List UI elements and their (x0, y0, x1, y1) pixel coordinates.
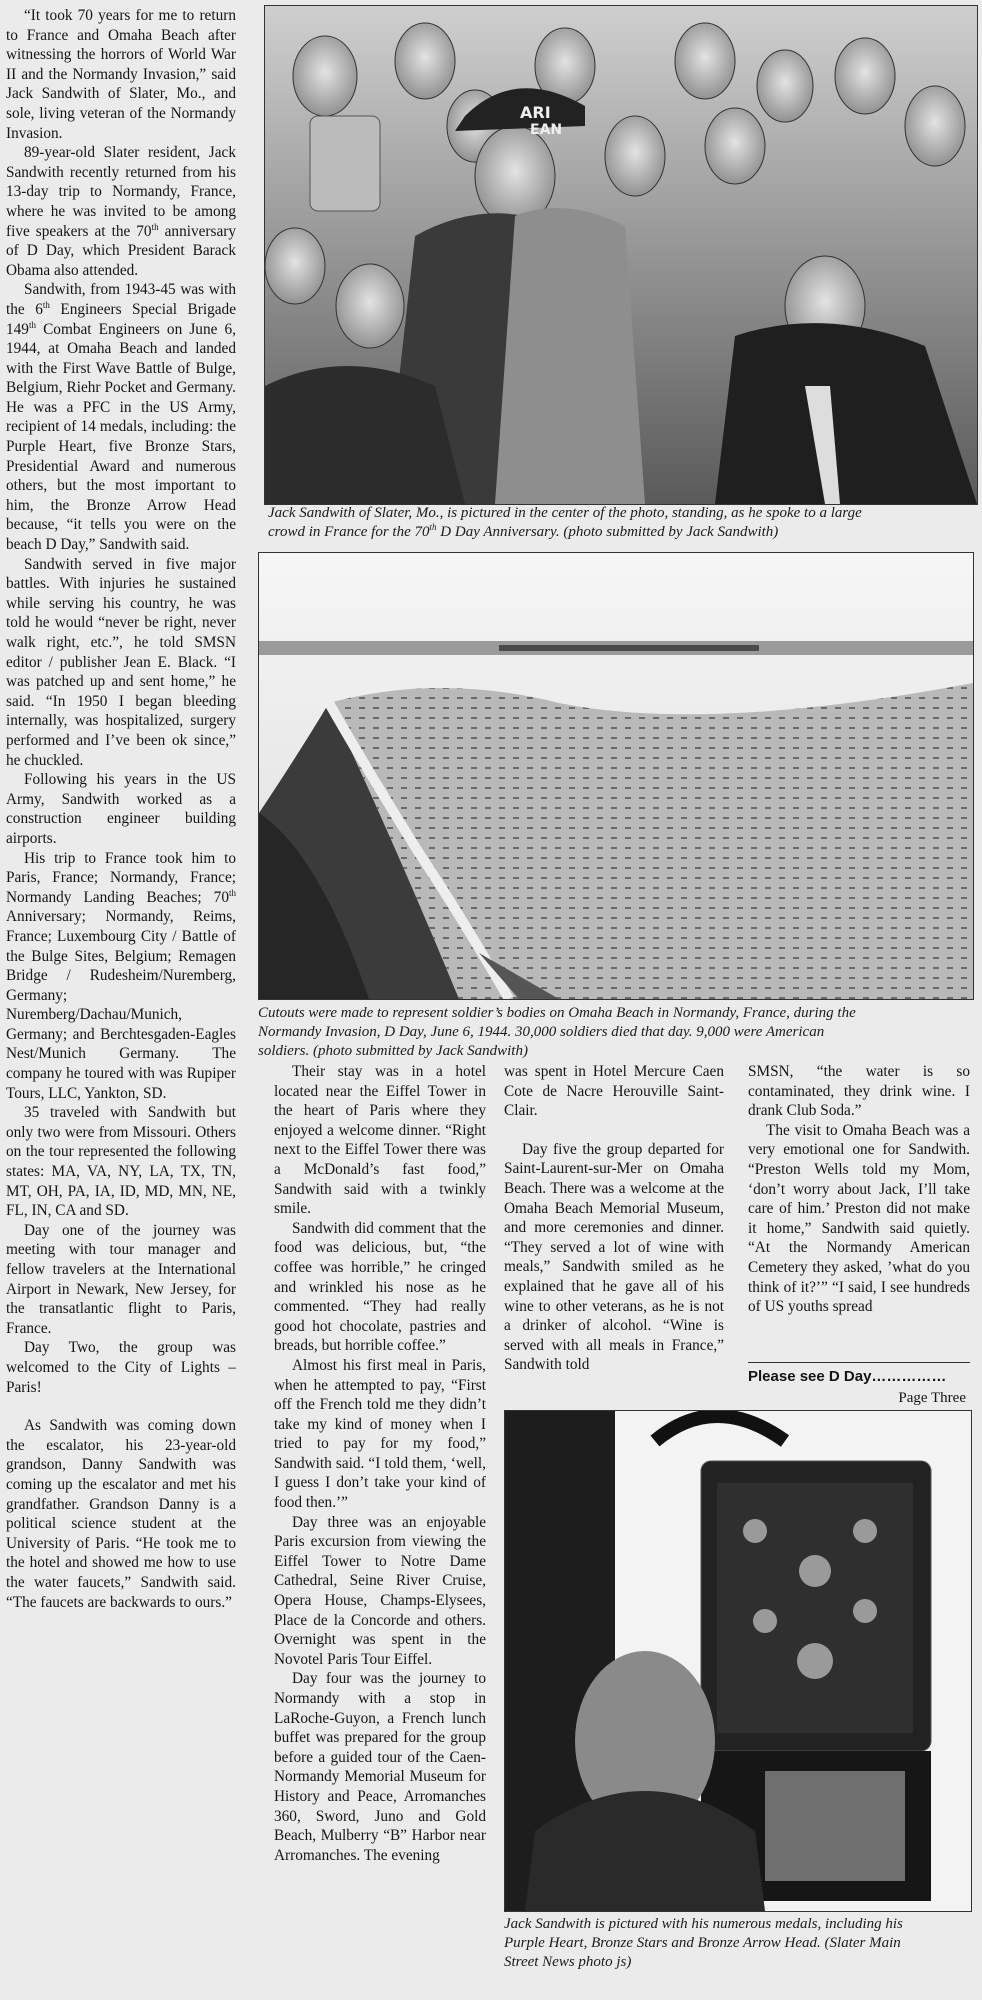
paragraph: Day three was an enjoyable Paris excursion from viewing the Eiffel Tower to Notre Dame Cathedral, Seine River Cruise, Opera House, Champs-Elysees, Place de la Concorde and others. Overnight was spent in the Novotel Paris Tour Eiffel. (274, 1513, 486, 1668)
paragraph: As Sandwith was coming down the escalator, his 23-year-old grandson, Danny Sandwith was coming up the escalator and met his grandfather. Grandson Danny is a political science student at the University of Paris. “He took me to the hotel and showed me how to use the water faucets,” Sandwith said. “The faucets are backwards to ours.” (6, 1417, 236, 1611)
divider (748, 1362, 970, 1363)
hat-lettering: EAN (530, 122, 563, 138)
paragraph: Almost his first meal in Paris, when he attempted to pay, “First off the French told me they didn’t take my kind of money when I tried to pay for my food,” Sandwith said. “I told them, ‘well, I guess I don’t take your kind of food then.’” (274, 1356, 486, 1512)
paragraph: Following his years in the US Army, Sandwith worked as a construction engineer building airports. (6, 771, 236, 847)
paragraph: “It took 70 years for me to return to France and Omaha Beach after witnessing the horrors of World War II and the Normandy Invasion,” said Jack Sandwith of Slater, Mo., and sole, living veteran of the Normandy Invasion. (6, 7, 236, 142)
crowd-photo-image (265, 6, 977, 504)
paragraph: Sandwith, from 1943-45 was with the 6th Engineers Special Brigade 149th Combat Engineers on June 6, 1944, at Omaha Beach and landed with the First Wave Battle of Bulge, Belgium, Riehr Pocket and Germany. He was a PFC in the US Army, recipient of 14 medals, including: the Purple Heart, five Bronze Stars, Presidential Award and numerous others, but the most important to him, the Bronze Arrow Head because, “it tells you were on the beach D Day,” Sandwith said. (6, 281, 236, 554)
article-column-4 (748, 1062, 970, 1317)
hat-lettering: ARI (520, 103, 551, 122)
photo-caption: Cutouts were made to represent soldier’s bodies on Omaha Beach in Normandy, France, during the Normandy Invasion, D Day, June 6, 1944. 30,000 soldiers died that day. 9,000 were American soldiers. (photo submitted by Jack Sandwith) (258, 1005, 856, 1059)
medals-photo-image (505, 1411, 971, 1911)
medals-photo (504, 1410, 972, 1912)
paragraph: SMSN, “the water is so contaminated, they drink wine. I drank Club Soda.” (748, 1063, 970, 1120)
beach-photo-image (259, 553, 973, 999)
paragraph: The visit to Omaha Beach was a very emotional one for Sandwith. “Preston Wells told my Mom, ‘don’t worry about Jack, I’ll take care of him.’ Preston did not make it home,” Sandwith said quietly. “At the Normandy American Cemetery they asked, ’what do you think of it?’” “I said, I see hundreds of US youths spread (748, 1121, 970, 1316)
paragraph: Day one of the journey was meeting with tour manager and fellow travelers at the International Airport in Newark, New Jersey, for the transatlantic flight to Paris, France. (6, 1221, 236, 1337)
tablet (310, 116, 380, 211)
photo-caption: Jack Sandwith is pictured with his numerous medals, including his Purple Heart, Bronze Stars and Bronze Arrow Head. (Slater Main Street News photo js) (504, 1916, 903, 1970)
paragraph: Day five the group departed for Saint-Laurent-sur-Mer on Omaha Beach. There was a welcome at the Omaha Beach Memorial Museum, and more ceremonies and dinner. “They served a lot of wine with meals,” Sandwith smiled as he explained that he gave all of his wine to other veterans, as he is not a drinker of alcohol. “Wine is served with all meals in France,” Sandwith told (504, 1140, 724, 1374)
paragraph: Day four was the journey to Normandy with a stop in LaRoche-Guyon, a French lunch buffet was prepared for the group before a guided tour of the Caen-Normandy Memorial Museum for History and Peace, Arromanches 360, Sword, Juno and Gold Beach, Mulberry “B” Harbor near Arromanches. The evening (274, 1670, 486, 1864)
paragraph: Day Two, the group was welcomed to the City of Lights – Paris! (6, 1339, 236, 1396)
paragraph: Their stay was in a hotel located near the Eiffel Tower in the heart of Paris where they enjoyed a welcome dinner. “Right next to the Eiffel Tower there was a McDonald’s fast food,” Sandwith said with a twinkly smile. (274, 1063, 486, 1218)
beach-photo (258, 552, 974, 1000)
paragraph: Sandwith did comment that the food was delicious, but, “the coffee was horrible,” he cringed and wrinkled his nose as he commented. “They had really good hot chocolate, pastries and breads, but horrible coffee.” (274, 1219, 486, 1355)
article-column-3 (504, 1062, 724, 1375)
paragraph: 89-year-old Slater resident, Jack Sandwith recently returned from his 13-day trip to Normandy, France, where he was invited to be among five speakers at the 70th anniversary of D Day, which President Barack Obama also attended. (6, 144, 236, 279)
continued-on-label: Please see D Day…………… (748, 1368, 947, 1385)
article-column-2 (274, 1062, 486, 1865)
photo-caption: Jack Sandwith of Slater, Mo., is pictured in the center of the photo, standing, as he spoke to a large crowd in France for the 70th D Day Anniversary. (photo submitted by Jack Sandwith) (268, 505, 862, 540)
page-reference: Page Three (898, 1390, 966, 1406)
crowd-photo (264, 5, 978, 505)
paragraph: was spent in Hotel Mercure Caen Cote de Nacre Herouville Saint-Clair. (504, 1063, 724, 1120)
article-column-1 (6, 6, 236, 1612)
paragraph: His trip to France took him to Paris, France; Normandy, France; Normandy Landing Beaches; 70th Anniversary; Normandy, Reims, France; Luxembourg City / Battle of the Bulge Sites, Belgium; Remagen Bridge / Rudesheim/Nuremberg, Germany; Nuremberg/Dachau/Munich, Germany; and Berchtesgaden-Eagles Nest/Munich Germany. The company he toured with was Rupiper Tours, LLC, Yankton, SD. (6, 849, 236, 1102)
paragraph: 35 traveled with Sandwith but only two were from Missouri. Others on the tour represented the following states: MA, VA, NY, LA, TX, TN, MT, OH, PA, IA, ID, MD, MN, NE, FL, IN, CA and SD. (6, 1104, 236, 1220)
paragraph: Sandwith served in five major battles. With injuries he sustained while serving his country, he was told he would “never be right, never walk right, etc.”, he told SMSN editor / publisher Jean E. Black. “I was patched up and sent home,” he said. “In 1950 I began bleeding internally, was hospitalized, surgery performed and I’ve been ok since,” he chuckled. (6, 555, 236, 769)
